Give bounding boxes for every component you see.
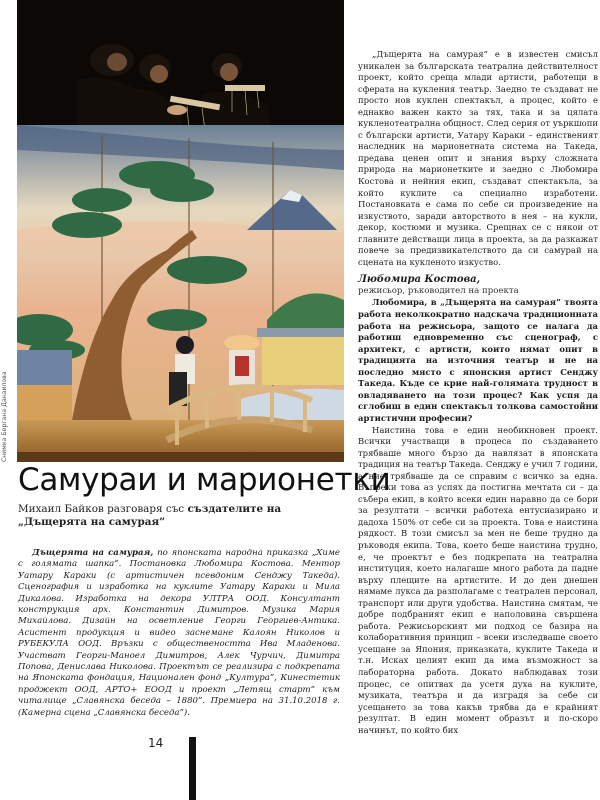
article-title: Самураи и марионетки: [18, 462, 391, 498]
marionette-stage-illustration: [17, 0, 344, 462]
article-body: [358, 49, 598, 736]
intro-paragraph: „Дъщерята на самурая” е в известен смисъл уникален за българската театрална действителност проект, който среща млади артисти, работещи в сферата на кукления театър. Заедно те създават не просто нов куклен спектакъл, а процес, който е еднакво важен както за тях, така и за цялата кукленотеатрална общност. След серия от уъркшопи с български артисти, Уатару Караки – единственият наследник на марионетната система на Такеда, предава ценен опит и знания върху сложната природа на марионетките и заедно с Любомира Костова и нейния екип, създават спектакъла, за който куклите са специално изработени. Постановката е сама по себе си произведение на изкуството, заради авторството в нея – на кукли, декор, костюми и музика. Срещнах се с някои от главните действащи лица в проекта, за да разкажат повече за предизвикателството да си самурай на сцената на кукленото изкуство.: [358, 49, 598, 267]
production-credits-paragraph: [18, 548, 340, 719]
production-title: Дъщерята на самурая,: [32, 548, 154, 558]
interviewee-role: режисьор, ръководител на проекта: [358, 285, 519, 296]
production-credits-text: по японската народна приказка „Химе с голямата шапка”. Постановка Любомира Костова. Ментор Уатару Караки (с артистичен псевдоним Сенджу Такеда). Сценография и изработка на куклите Уатару Караки и Мила Дикалова. Изработка на декора УЛТРА ООД. Консултант конструкция арх. Константин Димитров. Музика Мария Михайлова. Дизайн на осветление Георги Георгиев-Антика. Асистент продукция и видео заснемане Калоян Николов и РУБЕКУЛА ООД. Връзки с обществеността Ива Младенова. Участват Георги-Маноел Димитров, Алек Чурчич, Димитра Попова, Денислава Николова. Проектът се реализира с подкрепата на Японската фондация, Национален фонд „Култура”, Кинестетик проджект ООД, АРТО+ ЕООД и проект „Летящ старт” към читалище „Славянска беседа – 1880”. Премиера на 31.10.2018 г. (Камерна сцена „Славянска беседа”).: [18, 548, 340, 718]
subtitle-author: Михаил Байков разговаря със: [18, 503, 188, 515]
subtitle-highlight: създателите на „Дъщерята на самурая”: [18, 503, 282, 528]
page-number: 14: [148, 736, 164, 750]
interviewee-name: Любомира Костова,: [358, 274, 481, 286]
stage-photo: [17, 0, 344, 462]
production-credits: [18, 548, 340, 719]
interview-question: Любомира, в „Дъщерята на самурая” твоята работа неколкократно надскача традиционната работа на режисьора, защото се налага да работиш едновременно със сценограф, с архитект, с артисти, които нямат опит в традицията на източния театър и не на последно място с японския артист Сенджу Такеда. Къде се крие най-голямата трудност в овладяването на този процес? Как успя да сглобиш в един спектакъл толкова самостойни артистични професии?: [358, 297, 598, 423]
page-edge-bar: [189, 737, 196, 800]
article-subtitle: [18, 503, 338, 528]
interview-answer: Наистина това е един необикновен проект. Всички участващи в процеса по създаването трябваше много бързо да навлязат в японската традиция на театър Такеда. Сенджу е учил 7 години, а ние трябваше да се справим с всичко за една. Въпреки това аз успях да постигна мечтата си – да събера екип, в който всеки един наравно да се бори за резултати – всички работеха ентусиазирано и дадоха 150% от себе си за проекта. Това е наистина рядкост. В този смисъл за мен не беше трудно да ръководя екипа. Това, което беше наистина трудно, е, че проектът е без подкрепата на театрална институция, което налагаше много работа да падне върху плещите на артистите. И до ден днешен нямаме лукса да разполагаме с театрален персонал, транспорт или други удобства. Наистина смятам, че добре подбраният екип е наполовина свършена работа. Режисьорският ми подход се базира на колаборативния принцип – всеки изследваше своето усещане за Япония, приказката, куклите Такеда и т.н. Исках целият екип да има възможност за лабораторна работа. Докато наблюдавах този процес, се опитвах да усетя духа на куклите, музиката, театъра и да изградя за себе си усещането за това какъв трябва да е крайният резултат. В един момент образът и по-скоро начинът, по който бих: [358, 424, 598, 735]
photo-credit: Снимка Бергана Данаилова: [1, 371, 8, 462]
